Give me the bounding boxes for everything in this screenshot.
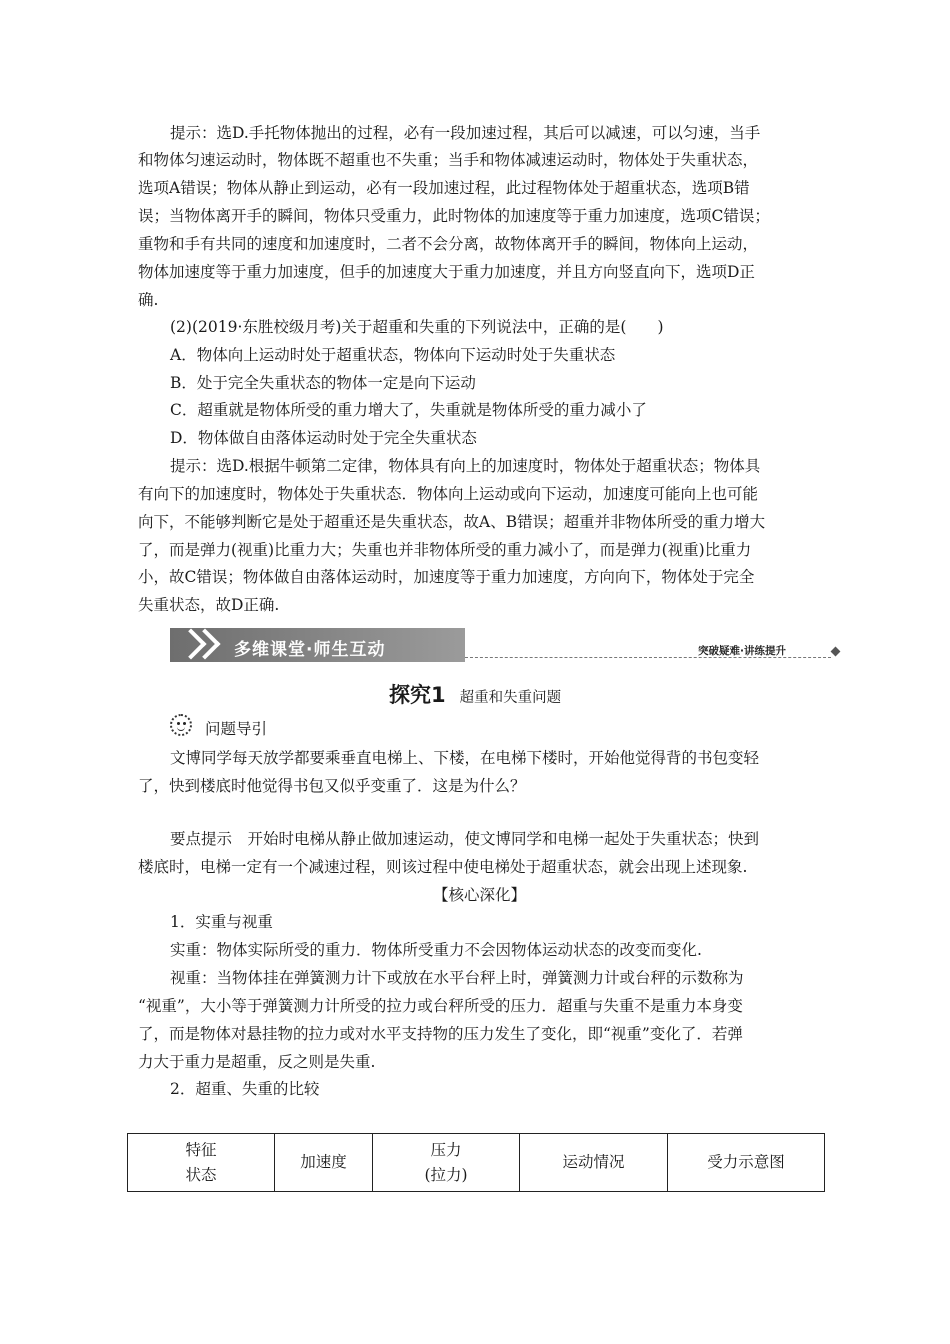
key-point-line: 要点提示 开始时电梯从静止做加速运动，使文博同学和电梯一起处于失重状态；快到	[170, 830, 760, 848]
guide-label: 问题导引	[205, 720, 268, 738]
hint-line: 有向下的加速度时，物体处于失重状态．物体向上运动或向下运动，加速度可能向上也可能	[138, 485, 759, 503]
item-heading: 2．超重、失重的比较	[170, 1080, 320, 1098]
table-header-cell: 压力 (拉力)	[373, 1134, 520, 1192]
hint-line: 提示：选D.手托物体抛出的过程，必有一段加速过程，其后可以减速，可以匀速，当手	[170, 124, 761, 142]
hint-line: 重物和手有共同的速度和加速度时，二者不会分离，故物体离开手的瞬间，物体向上运动，	[138, 235, 759, 253]
hint-line: 了，而是弹力(视重)比重力大；失重也并非物体所受的重力减小了，而是弹力(视重)比重力	[138, 541, 752, 559]
section-banner	[170, 628, 465, 662]
comparison-table	[127, 1133, 825, 1192]
hint-line: 失重状态，故D正确.	[138, 596, 280, 614]
table-header-row	[128, 1134, 825, 1192]
hint-line: 确.	[138, 291, 159, 309]
hint-line: 向下，不能够判断它是处于超重还是失重状态，故A、B错误；超重并非物体所受的重力增大	[138, 513, 766, 531]
banner-tagline: 突破疑难·讲练提升	[698, 645, 786, 657]
item-text: 了，而是物体对悬挂物的拉力或对水平支持物的压力发生了变化，即“视重”变化了．若弹	[138, 1025, 743, 1043]
question-option: B．处于完全失重状态的物体一定是向下运动	[170, 374, 476, 392]
hint-line: 小，故C错误；物体做自由落体运动时，加速度等于重力加速度，方向向下，物体处于完全	[138, 568, 755, 586]
item-text: 力大于重力是超重，反之则是失重.	[138, 1053, 376, 1071]
section-subtitle: 超重和失重问题	[459, 690, 562, 706]
guide-line: 了，快到楼底时他觉得书包又似乎变重了．这是为什么？	[138, 777, 526, 795]
hint-line: 误；当物体离开手的瞬间，物体只受重力，此时物体的加速度等于重力加速度，选项C错误；	[138, 207, 770, 225]
table-header-cell: 加速度	[275, 1134, 373, 1192]
smiley-icon	[170, 714, 192, 736]
table-header-cell: 运动情况	[520, 1134, 668, 1192]
hint-line: 物体加速度等于重力加速度，但手的加速度大于重力加速度，并且方向竖直向下，选项D正	[138, 263, 755, 281]
item-heading: 1．实重与视重	[170, 913, 273, 931]
section-heading	[389, 679, 561, 709]
banner-title: 多维课堂·师生互动	[234, 640, 386, 660]
key-point-line: 楼底时，电梯一定有一个减速过程，则该过程中使电梯处于超重状态，就会出现上述现象.	[138, 858, 748, 876]
question-stem: (2)(2019·东胜校级月考)关于超重和失重的下列说法中，正确的是( )	[170, 318, 664, 336]
table-header-cell: 受力示意图	[668, 1134, 825, 1192]
question-option: C．超重就是物体所受的重力增大了，失重就是物体所受的重力减小了	[170, 401, 647, 419]
question-option: D．物体做自由落体运动时处于完全失重状态	[170, 429, 477, 447]
hint-line: 选项A错误；物体从静止到运动，必有一段加速过程，此过程物体处于超重状态，选项B错	[138, 179, 750, 197]
core-heading: 【核心深化】	[433, 886, 527, 904]
hint-line: 提示：选D.根据牛顿第二定律，物体具有向上的加速度时，物体处于超重状态；物体具	[170, 457, 761, 475]
question-option: A．物体向上运动时处于超重状态，物体向下运动时处于失重状态	[170, 346, 616, 364]
item-text: 实重：物体实际所受的重力．物体所受重力不会因物体运动状态的改变而变化.	[170, 941, 702, 959]
item-text: 视重：当物体挂在弹簧测力计下或放在水平台秤上时，弹簧测力计或台秤的示数称为	[170, 969, 744, 987]
table-header-cell: 特征 状态	[128, 1134, 275, 1192]
item-text: “视重”，大小等于弹簧测力计所受的拉力或台秤所受的压力．超重与失重不是重力本身变	[138, 997, 743, 1015]
guide-line: 文博同学每天放学都要乘垂直电梯上、下楼，在电梯下楼时，开始他觉得背的书包变轻	[170, 749, 760, 767]
hint-line: 和物体匀速运动时，物体既不超重也不失重；当手和物体减速运动时，物体处于失重状态，	[138, 151, 759, 169]
diamond-icon	[831, 647, 841, 657]
section-title: 探究1	[389, 683, 446, 707]
